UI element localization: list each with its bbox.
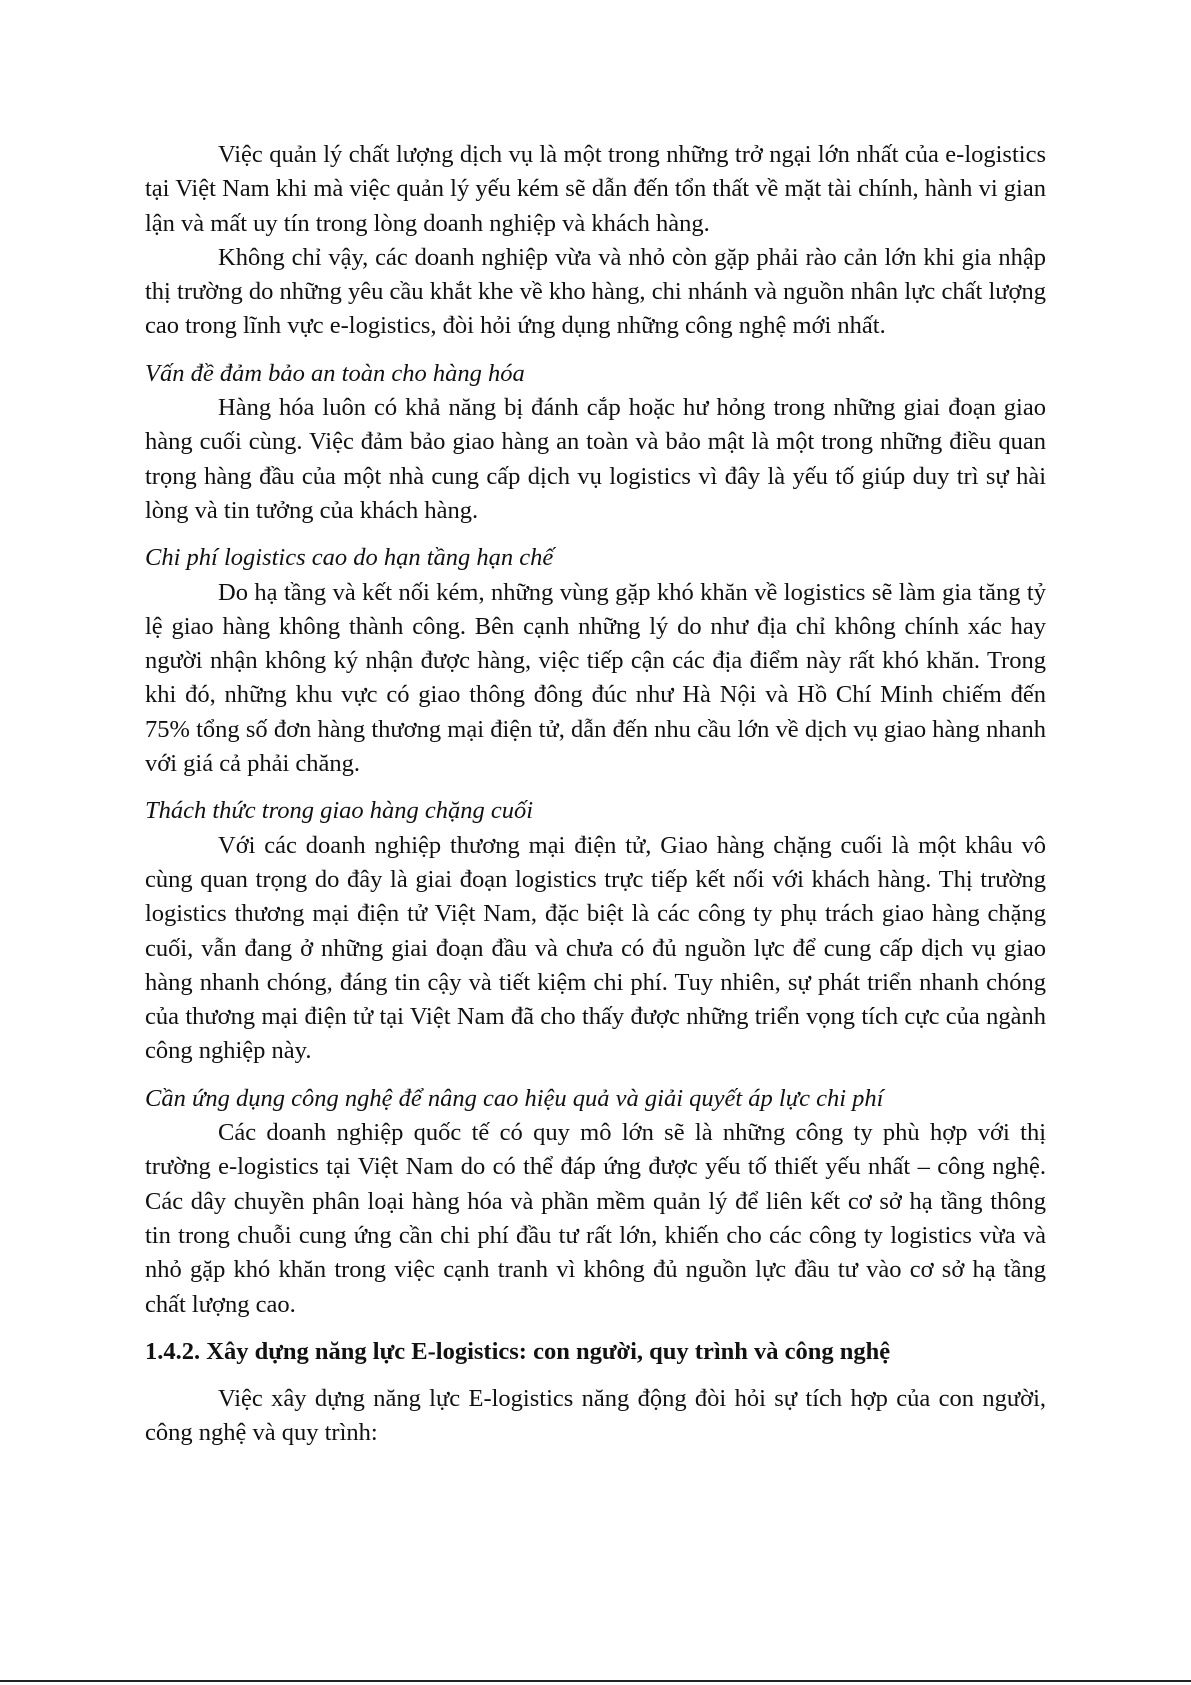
paragraph-goods-safety: Hàng hóa luôn có khả năng bị đánh cắp hoặc hư hỏng trong những giai đoạn giao hàng cuối cùng. Việc đảm bảo giao hàng an toàn và bảo mật là một trong những điều quan trọng hàng đầu của một nhà cung cấp dịch vụ logistics vì đây là yếu tố giúp duy trì sự hài lòng và tin tưởng của khách hàng. [145, 394, 1046, 524]
subheading-goods-safety: Vấn đề đảm bảo an toàn cho hàng hóa [145, 359, 525, 387]
page-bottom-rule [0, 1680, 1191, 1682]
paragraph-last-mile: Với các doanh nghiệp thương mại điện tử, Giao hàng chặng cuối là một khâu vô cùng quan trọng do đây là giai đoạn logistics trực tiếp kết nối với khách hàng. Thị trường logistics thương mại điện tử Việt Nam, đặc biệt là các công ty phụ trách giao hàng chặng cuối, vẫn đang ở những giai đoạn đầu và chưa có đủ nguồn lực để cung cấp dịch vụ giao hàng nhanh chóng, đáng tin cậy và tiết kiệm chi phí. Tuy nhiên, sự phát triển nhanh chóng của thương mại điện tử tại Việt Nam đã cho thấy được những triển vọng tích cực của ngành công nghiệp này. [145, 831, 1046, 1065]
paragraph-sme-barriers: Không chỉ vậy, các doanh nghiệp vừa và nhỏ còn gặp phải rào cản lớn khi gia nhập thị trường do những yêu cầu khắt khe về kho hàng, chi nhánh và nguồn nhân lực chất lượng cao trong lĩnh vực e-logistics, đòi hỏi ứng dụng những công nghệ mới nhất. [145, 243, 1046, 340]
subheading-logistics-cost: Chi phí logistics cao do hạn tầng hạn chế [145, 544, 554, 572]
document-page [145, 138, 1046, 1451]
paragraph-logistics-cost: Do hạ tầng và kết nối kém, những vùng gặp khó khăn về logistics sẽ làm gia tăng tỷ lệ giao hàng không thành công. Bên cạnh những lý do như địa chỉ không chính xác hay người nhận không ký nhận được hàng, việc tiếp cận các địa điểm này rất khó khăn. Trong khi đó, những khu vực có giao thông đông đúc như Hà Nội và Hồ Chí Minh chiếm đến 75% tổng số đơn hàng thương mại điện tử, dẫn đến nhu cầu lớn về dịch vụ giao hàng nhanh với giá cả phải chăng. [145, 578, 1046, 778]
subheading-last-mile: Thách thức trong giao hàng chặng cuối [145, 797, 534, 825]
paragraph-technology: Các doanh nghiệp quốc tế có quy mô lớn sẽ là những công ty phù hợp với thị trường e-logistics tại Việt Nam do có thể đáp ứng được yếu tố thiết yếu nhất – công nghệ. Các dây chuyền phân loại hàng hóa và phần mềm quản lý để liên kết cơ sở hạ tầng thông tin trong chuỗi cung ứng cần chi phí đầu tư rất lớn, khiến cho các công ty logistics vừa và nhỏ gặp khó khăn trong việc cạnh tranh vì không đủ nguồn lực đầu tư vào cơ sở hạ tầng chất lượng cao. [145, 1119, 1046, 1318]
subheading-technology: Cần ứng dụng công nghệ để nâng cao hiệu quả và giải quyết áp lực chi phí [145, 1084, 884, 1112]
section-heading-1-4-2: 1.4.2. Xây dựng năng lực E-logistics: con người, quy trình và công nghệ [145, 1337, 891, 1365]
paragraph-elogistics-capacity: Việc xây dựng năng lực E-logistics năng động đòi hỏi sự tích hợp của con người, công nghệ và quy trình: [145, 1385, 1046, 1447]
paragraph-service-quality: Việc quản lý chất lượng dịch vụ là một trong những trở ngại lớn nhất của e-logistics tại Việt Nam khi mà việc quản lý yếu kém sẽ dẫn đến tổn thất về mặt tài chính, hành vi gian lận và mất uy tín trong lòng doanh nghiệp và khách hàng. [145, 141, 1046, 237]
